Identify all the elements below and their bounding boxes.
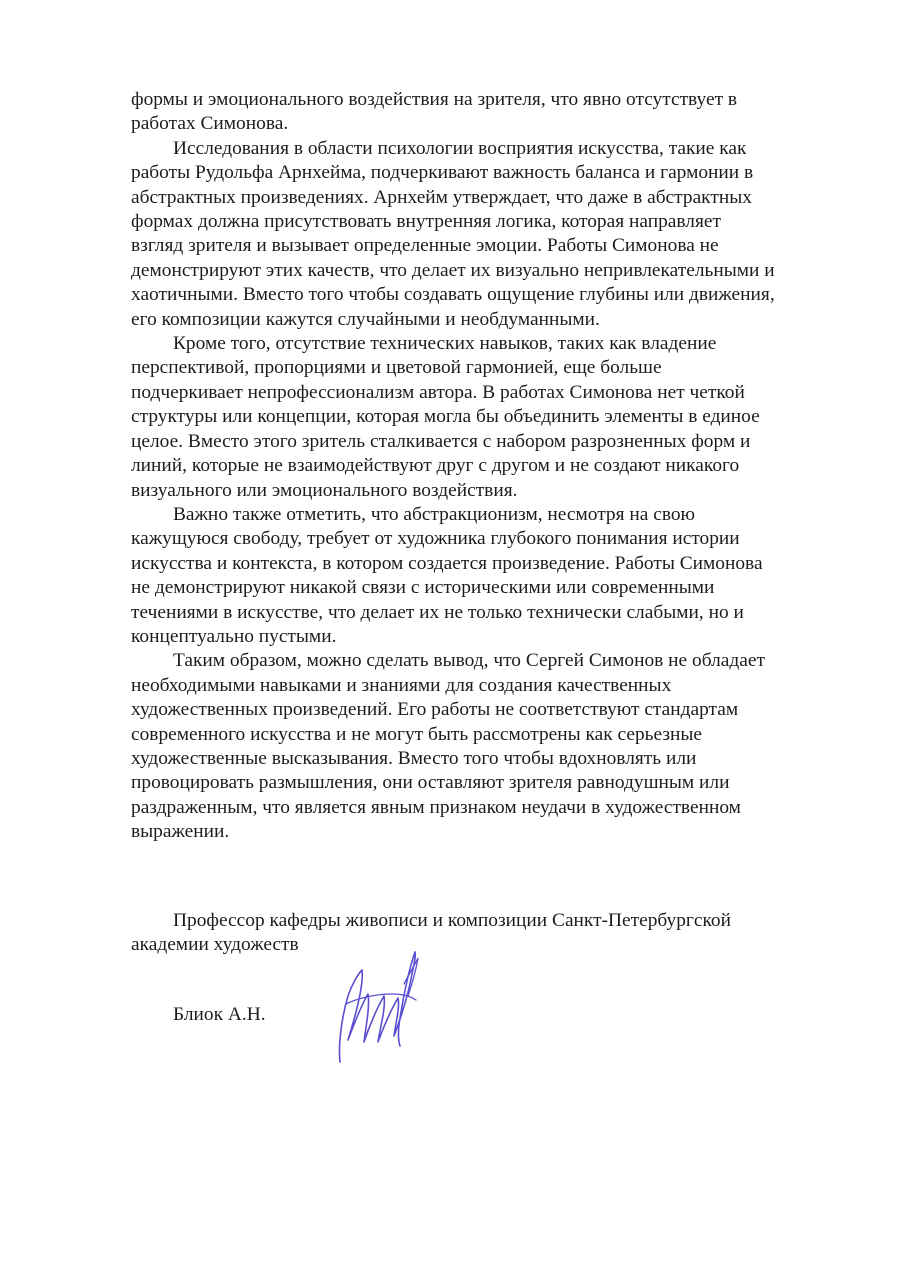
text-line: Кроме того, отсутствие технических навыков, таких как владение — [173, 333, 717, 355]
text-line: хаотичными. Вместо того чтобы создавать ощущение глубины или движения, — [131, 284, 775, 306]
signature-stroke — [339, 952, 415, 1062]
text-line: структуры или концепции, которая могла бы объединить элементы в единое — [131, 406, 760, 428]
text-line: работах Симонова. — [131, 113, 289, 135]
text-line: его композиции кажутся случайными и необдуманными. — [131, 308, 600, 330]
paragraph — [131, 649, 826, 844]
text-line: выражении. — [131, 821, 230, 843]
text-line: раздраженным, что является явным признаком неудачи в художественном — [131, 796, 741, 818]
body-text — [131, 88, 826, 845]
paragraph — [131, 137, 826, 332]
paragraph — [131, 332, 826, 503]
signer-name: Блиок А.Н. — [173, 1004, 266, 1025]
text-line: формах должна присутствовать внутренняя логика, которая направляет — [131, 211, 721, 233]
text-line: перспективой, пропорциями и цветовой гармонией, еще больше — [131, 357, 662, 379]
paragraph — [131, 503, 826, 649]
author-position — [131, 909, 831, 958]
text-line: абстрактных произведениях. Арнхейм утверждает, что даже в абстрактных — [131, 186, 752, 208]
handwritten-signature — [318, 944, 428, 1074]
text-line: подчеркивает непрофессионализм автора. В работах Симонова нет четкой — [131, 381, 745, 403]
text-line: не демонстрируют никакой связи с историческими или современными — [131, 577, 715, 599]
text-line: демонстрируют этих качеств, что делает их визуально непривлекательными и — [131, 259, 775, 281]
paragraph — [131, 88, 826, 137]
text-line: кажущуюся свободу, требует от художника глубокого понимания истории — [131, 528, 740, 550]
text-line: Важно также отметить, что абстракционизм, несмотря на свою — [173, 503, 696, 525]
text-line: провоцировать размышления, они оставляют зрителя равнодушным или — [131, 772, 730, 794]
text-line: искусства и контекста, в котором создается произведение. Работы Симонова — [131, 552, 763, 574]
text-line: Таким образом, можно сделать вывод, что Сергей Симонов не обладает — [173, 650, 765, 672]
text-line: взгляд зрителя и вызывает определенные эмоции. Работы Симонова не — [131, 235, 719, 257]
text-line: необходимыми навыками и знаниями для создания качественных — [131, 674, 672, 696]
text-line: художественных произведений. Его работы не соответствуют стандартам — [131, 699, 739, 721]
text-line: современного искусства и не могут быть рассмотрены как серьезные — [131, 723, 703, 745]
text-line: течениями в искусстве, что делает их не только технически слабыми, но и — [131, 601, 744, 623]
text-line: формы и эмоционального воздействия на зрителя, что явно отсутствует в — [131, 89, 738, 110]
text-line: художественные высказывания. Вместо того чтобы вдохновлять или — [131, 747, 697, 769]
text-line: визуального или эмоционального воздействия. — [131, 479, 518, 501]
text-line: работы Рудольфа Арнхейма, подчеркивают важность баланса и гармонии в — [131, 162, 754, 184]
text-line: концептуально пустыми. — [131, 625, 337, 647]
position-line: академии художеств — [131, 934, 299, 956]
text-line: Исследования в области психологии восприятия искусства, такие как — [173, 137, 747, 159]
text-line: линий, которые не взаимодействуют друг с другом и не создают никакого — [131, 455, 740, 477]
position-line: Профессор кафедры живописи и композиции Санкт-Петербургской — [173, 910, 731, 931]
text-line: целое. Вместо этого зритель сталкивается с набором разрозненных форм и — [131, 430, 751, 452]
